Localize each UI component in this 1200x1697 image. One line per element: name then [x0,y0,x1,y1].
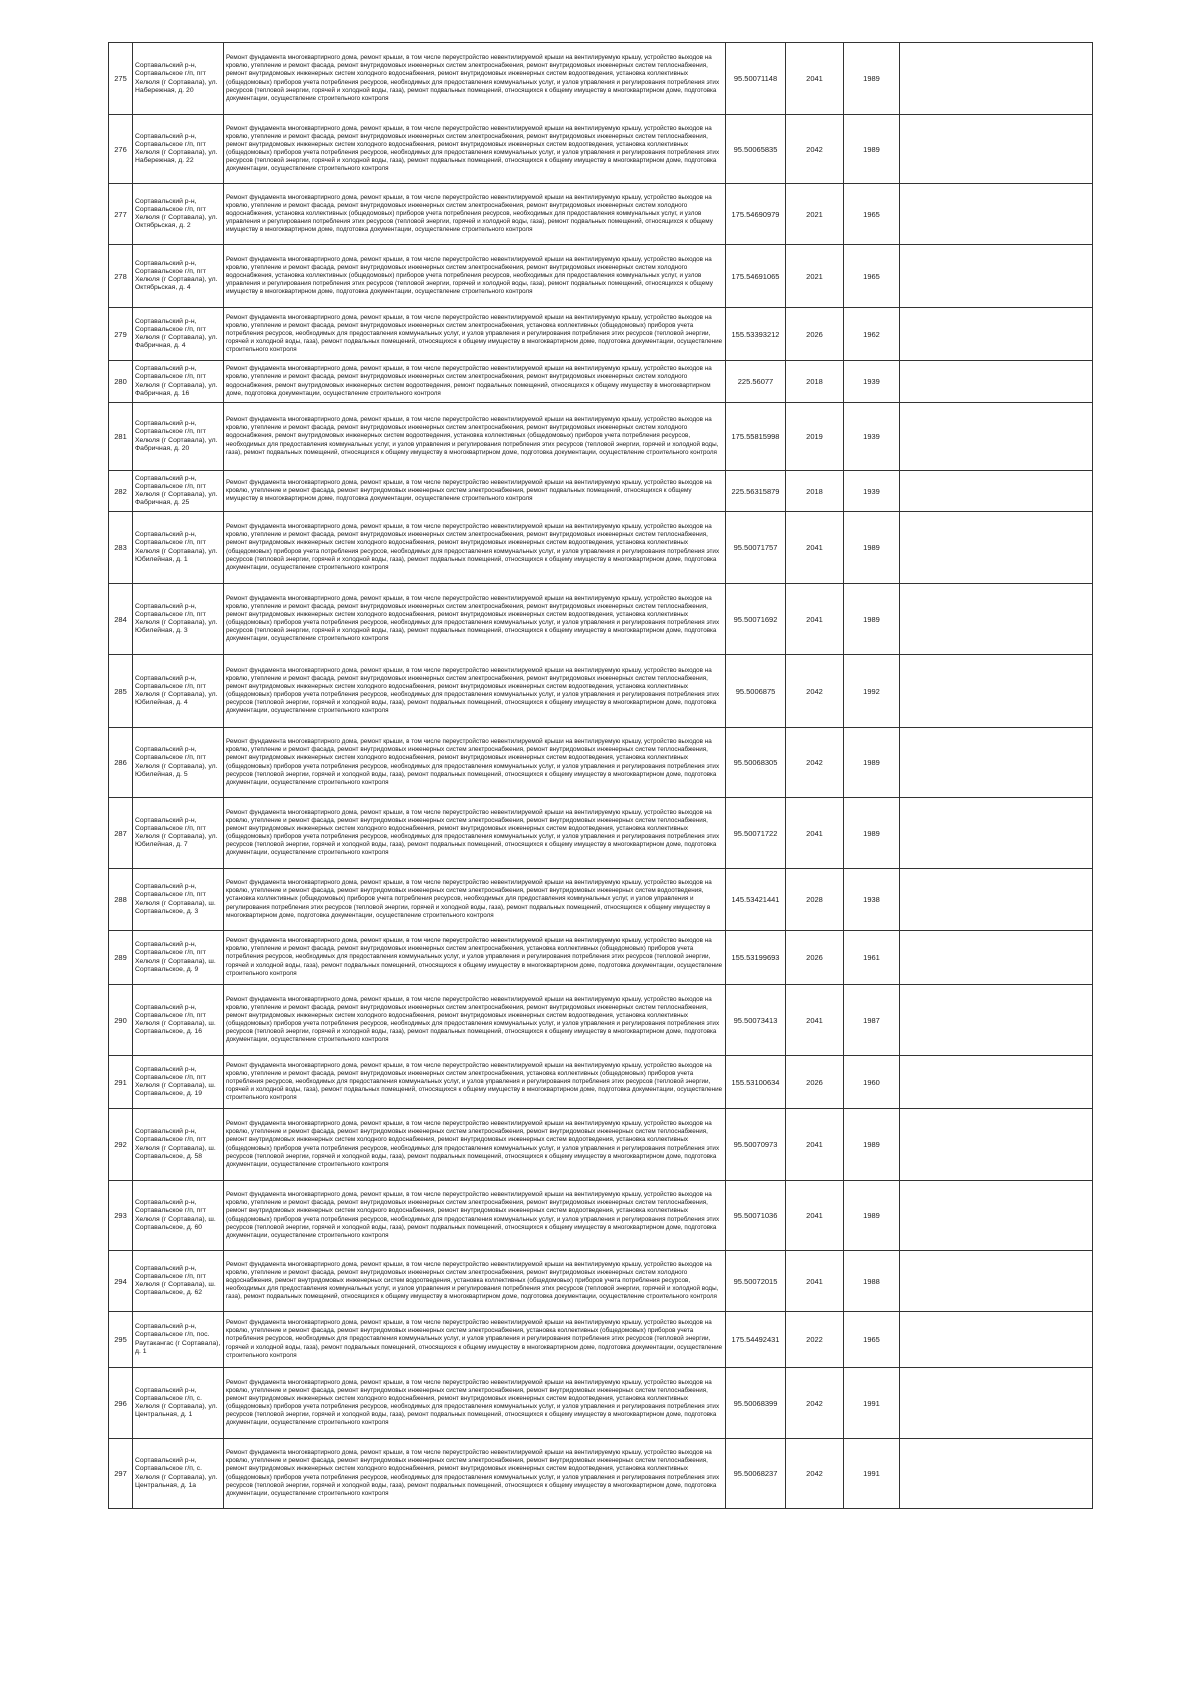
row-number: 285 [109,655,133,728]
row-number: 277 [109,184,133,245]
row-number: 281 [109,403,133,471]
address-cell: Сортавальский р-н, Сортавальское г/п, пгт Хелюля (г Сортавала), ш. Сортавальское, д. 60 [133,1181,224,1251]
planned-year-cell: 2019 [786,403,844,471]
empty-cell [900,471,1093,512]
works-description-cell: Ремонт фундамента многоквартирного дома, ремонт крыши, в том числе переустройство невентилируемой крыши на вентилируемую крышу, устройство выходов на кровлю, утепление и ремонт фасада, ремонт внутридомовых инженерных систем электроснабжения, ремонт внутридомовых инженерных систем холодного водоснабжения, установка коллективных (общедомовых) приборов учета потребления ресурсов, необходимых для предоставления коммунальных услуг, и узлов управления и регулирования потребления этих ресурсов (тепловой энергии, горячей и холодной воды, газа), ремонт подвальных помещений, относящихся к общему имуществу в многоквартирном доме, подготовка документации, осуществление строительного контроля [224,245,726,308]
row-number: 279 [109,308,133,361]
empty-cell [900,1251,1093,1312]
planned-year-cell: 2041 [786,1109,844,1181]
planned-year-cell: 2042 [786,728,844,798]
cost-value-cell: 225.56315879 [726,471,786,512]
planned-year-cell: 2041 [786,584,844,655]
empty-cell [900,43,1093,115]
row-number: 294 [109,1251,133,1312]
table-row [109,361,1093,403]
address-cell: Сортавальский р-н, Сортавальское г/п, пгт Хелюля (г Сортавала), ш. Сортавальское, д. 3 [133,869,224,931]
cost-value-cell: 95.50071722 [726,798,786,869]
empty-cell [900,1312,1093,1368]
cost-value-cell: 175.54492431 [726,1312,786,1368]
works-description-cell: Ремонт фундамента многоквартирного дома, ремонт крыши, в том числе переустройство невентилируемой крыши на вентилируемую крышу, устройство выходов на кровлю, утепление и ремонт фасада, ремонт внутридомовых инженерных систем электроснабжения, ремонт внутридомовых инженерных систем теплоснабжения, ремонт внутридомовых инженерных систем холодного водоснабжения, ремонт внутридомовых инженерных систем водоотведения, установка коллективных (общедомовых) приборов учета потребления ресурсов, необходимых для предоставления коммунальных услуг, и узлов управления и регулирования потребления этих ресурсов (тепловой энергии, горячей и холодной воды, газа), ремонт подвальных помещений, относящихся к общему имуществу в многоквартирном доме, подготовка документации, осуществление строительного контроля [224,1181,726,1251]
build-year-cell: 1965 [844,245,900,308]
table-row [109,1439,1093,1509]
cost-value-cell: 95.50072015 [726,1251,786,1312]
empty-cell [900,1056,1093,1109]
planned-year-cell: 2042 [786,1439,844,1509]
works-description-cell: Ремонт фундамента многоквартирного дома, ремонт крыши, в том числе переустройство невентилируемой крыши на вентилируемую крышу, устройство выходов на кровлю, утепление и ремонт фасада, ремонт внутридомовых инженерных систем электроснабжения, ремонт внутридомовых инженерных систем теплоснабжения, ремонт внутридомовых инженерных систем холодного водоснабжения, ремонт внутридомовых инженерных систем водоотведения, установка коллективных (общедомовых) приборов учета потребления ресурсов, необходимых для предоставления коммунальных услуг, и узлов управления и регулирования потребления этих ресурсов (тепловой энергии, горячей и холодной воды, газа), ремонт подвальных помещений, относящихся к общему имуществу в многоквартирном доме, подготовка документации, осуществление строительного контроля [224,1368,726,1439]
document-page [108,42,1092,1509]
table-row [109,985,1093,1056]
build-year-cell: 1989 [844,512,900,584]
row-number: 278 [109,245,133,308]
table-row [109,512,1093,584]
empty-cell [900,245,1093,308]
cost-value-cell: 95.5006875 [726,655,786,728]
works-description-cell: Ремонт фундамента многоквартирного дома, ремонт крыши, в том числе переустройство невентилируемой крыши на вентилируемую крышу, устройство выходов на кровлю, утепление и ремонт фасада, ремонт внутридомовых инженерных систем электроснабжения, установка коллективных (общедомовых) приборов учета потребления ресурсов, необходимых для предоставления коммунальных услуг, и узлов управления и регулирования потребления этих ресурсов (тепловой энергии, горячей и холодной воды, газа), ремонт подвальных помещений, относящихся к общему имуществу в многоквартирном доме, подготовка документации, осуществление строительного контроля [224,931,726,985]
build-year-cell: 1989 [844,584,900,655]
works-description-cell: Ремонт фундамента многоквартирного дома, ремонт крыши, в том числе переустройство невентилируемой крыши на вентилируемую крышу, устройство выходов на кровлю, утепление и ремонт фасада, ремонт внутридомовых инженерных систем электроснабжения, ремонт внутридомовых инженерных систем теплоснабжения, ремонт внутридомовых инженерных систем холодного водоснабжения, ремонт внутридомовых инженерных систем водоотведения, установка коллективных (общедомовых) приборов учета потребления ресурсов, необходимых для предоставления коммунальных услуг, и узлов управления и регулирования потребления этих ресурсов (тепловой энергии, горячей и холодной воды, газа), ремонт подвальных помещений, относящихся к общему имуществу в многоквартирном доме, подготовка документации, осуществление строительного контроля [224,43,726,115]
table-row [109,584,1093,655]
cost-value-cell: 225.56077 [726,361,786,403]
address-cell: Сортавальский р-н, Сортавальское г/п, пгт Хелюля (г Сортавала), ш. Сортавальское, д. 19 [133,1056,224,1109]
build-year-cell: 1989 [844,798,900,869]
planned-year-cell: 2042 [786,655,844,728]
planned-year-cell: 2042 [786,1368,844,1439]
planned-year-cell: 2021 [786,184,844,245]
address-cell: Сортавальский р-н, Сортавальское г/п, пгт Хелюля (г Сортавала), ул. Фабричная, д. 4 [133,308,224,361]
empty-cell [900,512,1093,584]
cost-value-cell: 175.54690979 [726,184,786,245]
cost-value-cell: 95.50070973 [726,1109,786,1181]
planned-year-cell: 2026 [786,1056,844,1109]
works-description-cell: Ремонт фундамента многоквартирного дома, ремонт крыши, в том числе переустройство невентилируемой крыши на вентилируемую крышу, устройство выходов на кровлю, утепление и ремонт фасада, ремонт внутридомовых инженерных систем электроснабжения, ремонт внутридомовых инженерных систем холодного водоснабжения, установка коллективных (общедомовых) приборов учета потребления ресурсов, необходимых для предоставления коммунальных услуг, и узлов управления и регулирования потребления этих ресурсов (тепловой энергии, горячей и холодной воды, газа), ремонт подвальных помещений, относящихся к общему имуществу в многоквартирном доме, подготовка документации, осуществление строительного контроля [224,184,726,245]
table-row [109,115,1093,184]
row-number: 296 [109,1368,133,1439]
planned-year-cell: 2041 [786,512,844,584]
works-description-cell: Ремонт фундамента многоквартирного дома, ремонт крыши, в том числе переустройство невентилируемой крыши на вентилируемую крышу, устройство выходов на кровлю, утепление и ремонт фасада, ремонт внутридомовых инженерных систем электроснабжения, ремонт внутридомовых инженерных систем теплоснабжения, ремонт внутридомовых инженерных систем холодного водоснабжения, ремонт внутридомовых инженерных систем водоотведения, установка коллективных (общедомовых) приборов учета потребления ресурсов, необходимых для предоставления коммунальных услуг, и узлов управления и регулирования потребления этих ресурсов (тепловой энергии, горячей и холодной воды, газа), ремонт подвальных помещений, относящихся к общему имуществу в многоквартирном доме, подготовка документации, осуществление строительного контроля [224,1439,726,1509]
cost-value-cell: 95.50068237 [726,1439,786,1509]
build-year-cell: 1989 [844,43,900,115]
table-body [109,43,1093,1509]
cost-value-cell: 175.55815998 [726,403,786,471]
works-description-cell: Ремонт фундамента многоквартирного дома, ремонт крыши, в том числе переустройство невентилируемой крыши на вентилируемую крышу, устройство выходов на кровлю, утепление и ремонт фасада, ремонт внутридомовых инженерных систем электроснабжения, установка коллективных (общедомовых) приборов учета потребления ресурсов, необходимых для предоставления коммунальных услуг, и узлов управления и регулирования потребления этих ресурсов (тепловой энергии, горячей и холодной воды, газа), ремонт подвальных помещений, относящихся к общему имуществу в многоквартирном доме, подготовка документации, осуществление строительного контроля [224,1056,726,1109]
cost-value-cell: 95.50068305 [726,728,786,798]
address-cell: Сортавальский р-н, Сортавальское г/п, пгт Хелюля (г Сортавала), ул. Набережная, д. 20 [133,43,224,115]
row-number: 290 [109,985,133,1056]
empty-cell [900,985,1093,1056]
cost-value-cell: 155.53393212 [726,308,786,361]
build-year-cell: 1988 [844,1251,900,1312]
planned-year-cell: 2026 [786,308,844,361]
planned-year-cell: 2018 [786,471,844,512]
address-cell: Сортавальский р-н, Сортавальское г/п, пос. Раутакангас (г Сортавала), д. 1 [133,1312,224,1368]
works-description-cell: Ремонт фундамента многоквартирного дома, ремонт крыши, в том числе переустройство невентилируемой крыши на вентилируемую крышу, устройство выходов на кровлю, утепление и ремонт фасада, ремонт внутридомовых инженерных систем электроснабжения, ремонт внутридомовых инженерных систем теплоснабжения, ремонт внутридомовых инженерных систем холодного водоснабжения, ремонт внутридомовых инженерных систем водоотведения, установка коллективных (общедомовых) приборов учета потребления ресурсов, необходимых для предоставления коммунальных услуг, и узлов управления и регулирования потребления этих ресурсов (тепловой энергии, горячей и холодной воды, газа), ремонт подвальных помещений, относящихся к общему имуществу в многоквартирном доме, подготовка документации, осуществление строительного контроля [224,985,726,1056]
works-description-cell: Ремонт фундамента многоквартирного дома, ремонт крыши, в том числе переустройство невентилируемой крыши на вентилируемую крышу, устройство выходов на кровлю, утепление и ремонт фасада, ремонт внутридомовых инженерных систем электроснабжения, ремонт внутридомовых инженерных систем теплоснабжения, ремонт внутридомовых инженерных систем холодного водоснабжения, ремонт внутридомовых инженерных систем водоотведения, установка коллективных (общедомовых) приборов учета потребления ресурсов, необходимых для предоставления коммунальных услуг, и узлов управления и регулирования потребления этих ресурсов (тепловой энергии, горячей и холодной воды, газа), ремонт подвальных помещений, относящихся к общему имуществу в многоквартирном доме, подготовка документации, осуществление строительного контроля [224,798,726,869]
empty-cell [900,308,1093,361]
build-year-cell: 1992 [844,655,900,728]
cost-value-cell: 95.50065835 [726,115,786,184]
empty-cell [900,931,1093,985]
build-year-cell: 1938 [844,869,900,931]
cost-value-cell: 145.53421441 [726,869,786,931]
row-number: 288 [109,869,133,931]
address-cell: Сортавальский р-н, Сортавальское г/п, пгт Хелюля (г Сортавала), ул. Фабричная, д. 16 [133,361,224,403]
works-description-cell: Ремонт фундамента многоквартирного дома, ремонт крыши, в том числе переустройство невентилируемой крыши на вентилируемую крышу, устройство выходов на кровлю, утепление и ремонт фасада, ремонт внутридомовых инженерных систем электроснабжения, ремонт внутридомовых инженерных систем теплоснабжения, ремонт внутридомовых инженерных систем холодного водоснабжения, ремонт внутридомовых инженерных систем водоотведения, установка коллективных (общедомовых) приборов учета потребления ресурсов, необходимых для предоставления коммунальных услуг, и узлов управления и регулирования потребления этих ресурсов (тепловой энергии, горячей и холодной воды, газа), ремонт подвальных помещений, относящихся к общему имуществу в многоквартирном доме, подготовка документации, осуществление строительного контроля [224,115,726,184]
table-row [109,869,1093,931]
works-description-cell: Ремонт фундамента многоквартирного дома, ремонт крыши, в том числе переустройство невентилируемой крыши на вентилируемую крышу, устройство выходов на кровлю, утепление и ремонт фасада, ремонт внутридомовых инженерных систем электроснабжения, ремонт внутридомовых инженерных систем теплоснабжения, ремонт внутридомовых инженерных систем холодного водоснабжения, ремонт внутридомовых инженерных систем водоотведения, установка коллективных (общедомовых) приборов учета потребления ресурсов, необходимых для предоставления коммунальных услуг, и узлов управления и регулирования потребления этих ресурсов (тепловой энергии, горячей и холодной воды, газа), ремонт подвальных помещений, относящихся к общему имуществу в многоквартирном доме, подготовка документации, осуществление строительного контроля [224,655,726,728]
works-description-cell: Ремонт фундамента многоквартирного дома, ремонт крыши, в том числе переустройство невентилируемой крыши на вентилируемую крышу, устройство выходов на кровлю, утепление и ремонт фасада, ремонт внутридомовых инженерных систем электроснабжения, ремонт внутридомовых инженерных систем холодного водоснабжения, ремонт внутридомовых инженерных систем водоотведения, установка коллективных (общедомовых) приборов учета потребления ресурсов, необходимых для предоставления коммунальных услуг, и узлов управления и регулирования потребления этих ресурсов (тепловой энергии, горячей и холодной воды, газа), ремонт подвальных помещений, относящихся к общему имуществу в многоквартирном доме, подготовка документации, осуществление строительного контроля [224,1251,726,1312]
table-row [109,403,1093,471]
address-cell: Сортавальский р-н, Сортавальское г/п, пгт Хелюля (г Сортавала), ул. Октябрьская, д. 4 [133,245,224,308]
table-row [109,471,1093,512]
empty-cell [900,584,1093,655]
row-number: 287 [109,798,133,869]
address-cell: Сортавальский р-н, Сортавальское г/п, пгт Хелюля (г Сортавала), ул. Юбилейная, д. 4 [133,655,224,728]
address-cell: Сортавальский р-н, Сортавальское г/п, пгт Хелюля (г Сортавала), ул. Фабричная, д. 20 [133,403,224,471]
planned-year-cell: 2041 [786,43,844,115]
empty-cell [900,1368,1093,1439]
build-year-cell: 1991 [844,1439,900,1509]
table-row [109,1109,1093,1181]
build-year-cell: 1939 [844,403,900,471]
row-number: 292 [109,1109,133,1181]
build-year-cell: 1962 [844,308,900,361]
address-cell: Сортавальский р-н, Сортавальское г/п, пгт Хелюля (г Сортавала), ш. Сортавальское, д. 16 [133,985,224,1056]
table-row [109,184,1093,245]
table-row [109,1312,1093,1368]
row-number: 276 [109,115,133,184]
table-row [109,1251,1093,1312]
address-cell: Сортавальский р-н, Сортавальское г/п, пгт Хелюля (г Сортавала), ул. Юбилейная, д. 5 [133,728,224,798]
works-description-cell: Ремонт фундамента многоквартирного дома, ремонт крыши, в том числе переустройство невентилируемой крыши на вентилируемую крышу, устройство выходов на кровлю, утепление и ремонт фасада, ремонт внутридомовых инженерных систем электроснабжения, ремонт внутридомовых инженерных систем теплоснабжения, ремонт внутридомовых инженерных систем холодного водоснабжения, ремонт внутридомовых инженерных систем водоотведения, установка коллективных (общедомовых) приборов учета потребления ресурсов, необходимых для предоставления коммунальных услуг, и узлов управления и регулирования потребления этих ресурсов (тепловой энергии, горячей и холодной воды, газа), ремонт подвальных помещений, относящихся к общему имуществу в многоквартирном доме, подготовка документации, осуществление строительного контроля [224,728,726,798]
row-number: 286 [109,728,133,798]
planned-year-cell: 2041 [786,798,844,869]
row-number: 282 [109,471,133,512]
works-description-cell: Ремонт фундамента многоквартирного дома, ремонт крыши, в том числе переустройство невентилируемой крыши на вентилируемую крышу, устройство выходов на кровлю, утепление и ремонт фасада, ремонт внутридомовых инженерных систем электроснабжения, ремонт внутридомовых инженерных систем теплоснабжения, ремонт внутридомовых инженерных систем холодного водоснабжения, ремонт внутридомовых инженерных систем водоотведения, установка коллективных (общедомовых) приборов учета потребления ресурсов, необходимых для предоставления коммунальных услуг, и узлов управления и регулирования потребления этих ресурсов (тепловой энергии, горячей и холодной воды, газа), ремонт подвальных помещений, относящихся к общему имуществу в многоквартирном доме, подготовка документации, осуществление строительного контроля [224,584,726,655]
build-year-cell: 1965 [844,184,900,245]
planned-year-cell: 2042 [786,115,844,184]
works-description-cell: Ремонт фундамента многоквартирного дома, ремонт крыши, в том числе переустройство невентилируемой крыши на вентилируемую крышу, устройство выходов на кровлю, утепление и ремонт фасада, ремонт внутридомовых инженерных систем электроснабжения, ремонт внутридомовых инженерных систем холодного водоснабжения, ремонт внутридомовых инженерных систем водоотведения, установка коллективных (общедомовых) приборов учета потребления ресурсов, необходимых для предоставления коммунальных услуг, и узлов управления и регулирования потребления этих ресурсов (тепловой энергии, горячей и холодной воды, газа), ремонт подвальных помещений, относящихся к общему имуществу в многоквартирном доме, подготовка документации, осуществление строительного контроля [224,403,726,471]
works-description-cell: Ремонт фундамента многоквартирного дома, ремонт крыши, в том числе переустройство невентилируемой крыши на вентилируемую крышу, устройство выходов на кровлю, утепление и ремонт фасада, ремонт внутридомовых инженерных систем электроснабжения, ремонт внутридомовых инженерных систем холодного водоснабжения, ремонт внутридомовых инженерных систем водоотведения, ремонт подвальных помещений, относящихся к общему имуществу в многоквартирном доме, подготовка документации, осуществление строительного контроля [224,361,726,403]
works-description-cell: Ремонт фундамента многоквартирного дома, ремонт крыши, в том числе переустройство невентилируемой крыши на вентилируемую крышу, устройство выходов на кровлю, утепление и ремонт фасада, ремонт внутридомовых инженерных систем электроснабжения, ремонт внутридомовых инженерных систем теплоснабжения, ремонт внутридомовых инженерных систем холодного водоснабжения, ремонт внутридомовых инженерных систем водоотведения, установка коллективных (общедомовых) приборов учета потребления ресурсов, необходимых для предоставления коммунальных услуг, и узлов управления и регулирования потребления этих ресурсов (тепловой энергии, горячей и холодной воды, газа), ремонт подвальных помещений, относящихся к общему имуществу в многоквартирном доме, подготовка документации, осуществление строительного контроля [224,512,726,584]
empty-cell [900,728,1093,798]
planned-year-cell: 2018 [786,361,844,403]
empty-cell [900,655,1093,728]
address-cell: Сортавальский р-н, Сортавальское г/п, пгт Хелюля (г Сортавала), ш. Сортавальское, д. 62 [133,1251,224,1312]
planned-year-cell: 2021 [786,245,844,308]
build-year-cell: 1989 [844,1109,900,1181]
planned-year-cell: 2041 [786,1181,844,1251]
cost-value-cell: 95.50071036 [726,1181,786,1251]
address-cell: Сортавальский р-н, Сортавальское г/п, пгт Хелюля (г Сортавала), ул. Юбилейная, д. 7 [133,798,224,869]
empty-cell [900,1109,1093,1181]
empty-cell [900,184,1093,245]
planned-year-cell: 2041 [786,1251,844,1312]
build-year-cell: 1939 [844,471,900,512]
address-cell: Сортавальский р-н, Сортавальское г/п, пгт Хелюля (г Сортавала), ул. Юбилейная, д. 1 [133,512,224,584]
planned-year-cell: 2026 [786,931,844,985]
empty-cell [900,403,1093,471]
table-row [109,1056,1093,1109]
table-row [109,1181,1093,1251]
row-number: 275 [109,43,133,115]
address-cell: Сортавальский р-н, Сортавальское г/п, пгт Хелюля (г Сортавала), ул. Набережная, д. 22 [133,115,224,184]
build-year-cell: 1987 [844,985,900,1056]
row-number: 280 [109,361,133,403]
address-cell: Сортавальский р-н, Сортавальское г/п, пгт Хелюля (г Сортавала), ш. Сортавальское, д. 58 [133,1109,224,1181]
cost-value-cell: 175.54691065 [726,245,786,308]
cost-value-cell: 95.50073413 [726,985,786,1056]
cost-value-cell: 95.50071757 [726,512,786,584]
empty-cell [900,361,1093,403]
works-description-cell: Ремонт фундамента многоквартирного дома, ремонт крыши, в том числе переустройство невентилируемой крыши на вентилируемую крышу, устройство выходов на кровлю, утепление и ремонт фасада, ремонт внутридомовых инженерных систем электроснабжения, ремонт внутридомовых инженерных систем теплоснабжения, ремонт внутридомовых инженерных систем холодного водоснабжения, ремонт внутридомовых инженерных систем водоотведения, установка коллективных (общедомовых) приборов учета потребления ресурсов, необходимых для предоставления коммунальных услуг, и узлов управления и регулирования потребления этих ресурсов (тепловой энергии, горячей и холодной воды, газа), ремонт подвальных помещений, относящихся к общему имуществу в многоквартирном доме, подготовка документации, осуществление строительного контроля [224,1109,726,1181]
repair-program-table [108,42,1093,1509]
works-description-cell: Ремонт фундамента многоквартирного дома, ремонт крыши, в том числе переустройство невентилируемой крыши на вентилируемую крышу, устройство выходов на кровлю, утепление и ремонт фасада, ремонт внутридомовых инженерных систем электроснабжения, ремонт подвальных помещений, относящихся к общему имуществу в многоквартирном доме, подготовка документации, осуществление строительного контроля [224,471,726,512]
empty-cell [900,115,1093,184]
cost-value-cell: 155.53199693 [726,931,786,985]
row-number: 293 [109,1181,133,1251]
empty-cell [900,1439,1093,1509]
table-row [109,655,1093,728]
empty-cell [900,869,1093,931]
empty-cell [900,1181,1093,1251]
table-row [109,798,1093,869]
address-cell: Сортавальский р-н, Сортавальское г/п, пгт Хелюля (г Сортавала), ул. Фабричная, д. 25 [133,471,224,512]
address-cell: Сортавальский р-н, Сортавальское г/п, с. Хелюля (г Сортавала), ул. Центральная, д. 1 [133,1368,224,1439]
address-cell: Сортавальский р-н, Сортавальское г/п, пгт Хелюля (г Сортавала), ш. Сортавальское, д. 9 [133,931,224,985]
row-number: 289 [109,931,133,985]
works-description-cell: Ремонт фундамента многоквартирного дома, ремонт крыши, в том числе переустройство невентилируемой крыши на вентилируемую крышу, устройство выходов на кровлю, утепление и ремонт фасада, ремонт внутридомовых инженерных систем электроснабжения, установка коллективных (общедомовых) приборов учета потребления ресурсов, необходимых для предоставления коммунальных услуг, и узлов управления и регулирования потребления этих ресурсов (тепловой энергии, горячей и холодной воды, газа), ремонт подвальных помещений, относящихся к общему имуществу в многоквартирном доме, подготовка документации, осуществление строительного контроля [224,1312,726,1368]
empty-cell [900,798,1093,869]
row-number: 297 [109,1439,133,1509]
cost-value-cell: 95.50071692 [726,584,786,655]
address-cell: Сортавальский р-н, Сортавальское г/п, пгт Хелюля (г Сортавала), ул. Октябрьская, д. 2 [133,184,224,245]
table-row [109,931,1093,985]
build-year-cell: 1989 [844,115,900,184]
table-row [109,43,1093,115]
build-year-cell: 1965 [844,1312,900,1368]
build-year-cell: 1991 [844,1368,900,1439]
row-number: 283 [109,512,133,584]
row-number: 284 [109,584,133,655]
table-row [109,1368,1093,1439]
row-number: 291 [109,1056,133,1109]
table-row [109,308,1093,361]
build-year-cell: 1961 [844,931,900,985]
build-year-cell: 1989 [844,728,900,798]
build-year-cell: 1960 [844,1056,900,1109]
cost-value-cell: 95.50068399 [726,1368,786,1439]
table-row [109,728,1093,798]
table-row [109,245,1093,308]
row-number: 295 [109,1312,133,1368]
address-cell: Сортавальский р-н, Сортавальское г/п, с. Хелюля (г Сортавала), ул. Центральная, д. 1а [133,1439,224,1509]
planned-year-cell: 2028 [786,869,844,931]
works-description-cell: Ремонт фундамента многоквартирного дома, ремонт крыши, в том числе переустройство невентилируемой крыши на вентилируемую крышу, устройство выходов на кровлю, утепление и ремонт фасада, ремонт внутридомовых инженерных систем электроснабжения, установка коллективных (общедомовых) приборов учета потребления ресурсов, необходимых для предоставления коммунальных услуг, и узлов управления и регулирования потребления этих ресурсов (тепловой энергии, горячей и холодной воды, газа), ремонт подвальных помещений, относящихся к общему имуществу в многоквартирном доме, подготовка документации, осуществление строительного контроля [224,308,726,361]
address-cell: Сортавальский р-н, Сортавальское г/п, пгт Хелюля (г Сортавала), ул. Юбилейная, д. 3 [133,584,224,655]
cost-value-cell: 155.53100634 [726,1056,786,1109]
cost-value-cell: 95.50071148 [726,43,786,115]
build-year-cell: 1989 [844,1181,900,1251]
works-description-cell: Ремонт фундамента многоквартирного дома, ремонт крыши, в том числе переустройство невентилируемой крыши на вентилируемую крышу, устройство выходов на кровлю, утепление и ремонт фасада, ремонт внутридомовых инженерных систем электроснабжения, ремонт внутридомовых инженерных систем водоотведения, установка коллективных (общедомовых) приборов учета потребления ресурсов, необходимых для предоставления коммунальных услуг, и узлов управления и регулирования потребления этих ресурсов (тепловой энергии, горячей и холодной воды, газа), ремонт подвальных помещений, относящихся к общему имуществу в многоквартирном доме, подготовка документации, осуществление строительного контроля [224,869,726,931]
build-year-cell: 1939 [844,361,900,403]
planned-year-cell: 2041 [786,985,844,1056]
planned-year-cell: 2022 [786,1312,844,1368]
